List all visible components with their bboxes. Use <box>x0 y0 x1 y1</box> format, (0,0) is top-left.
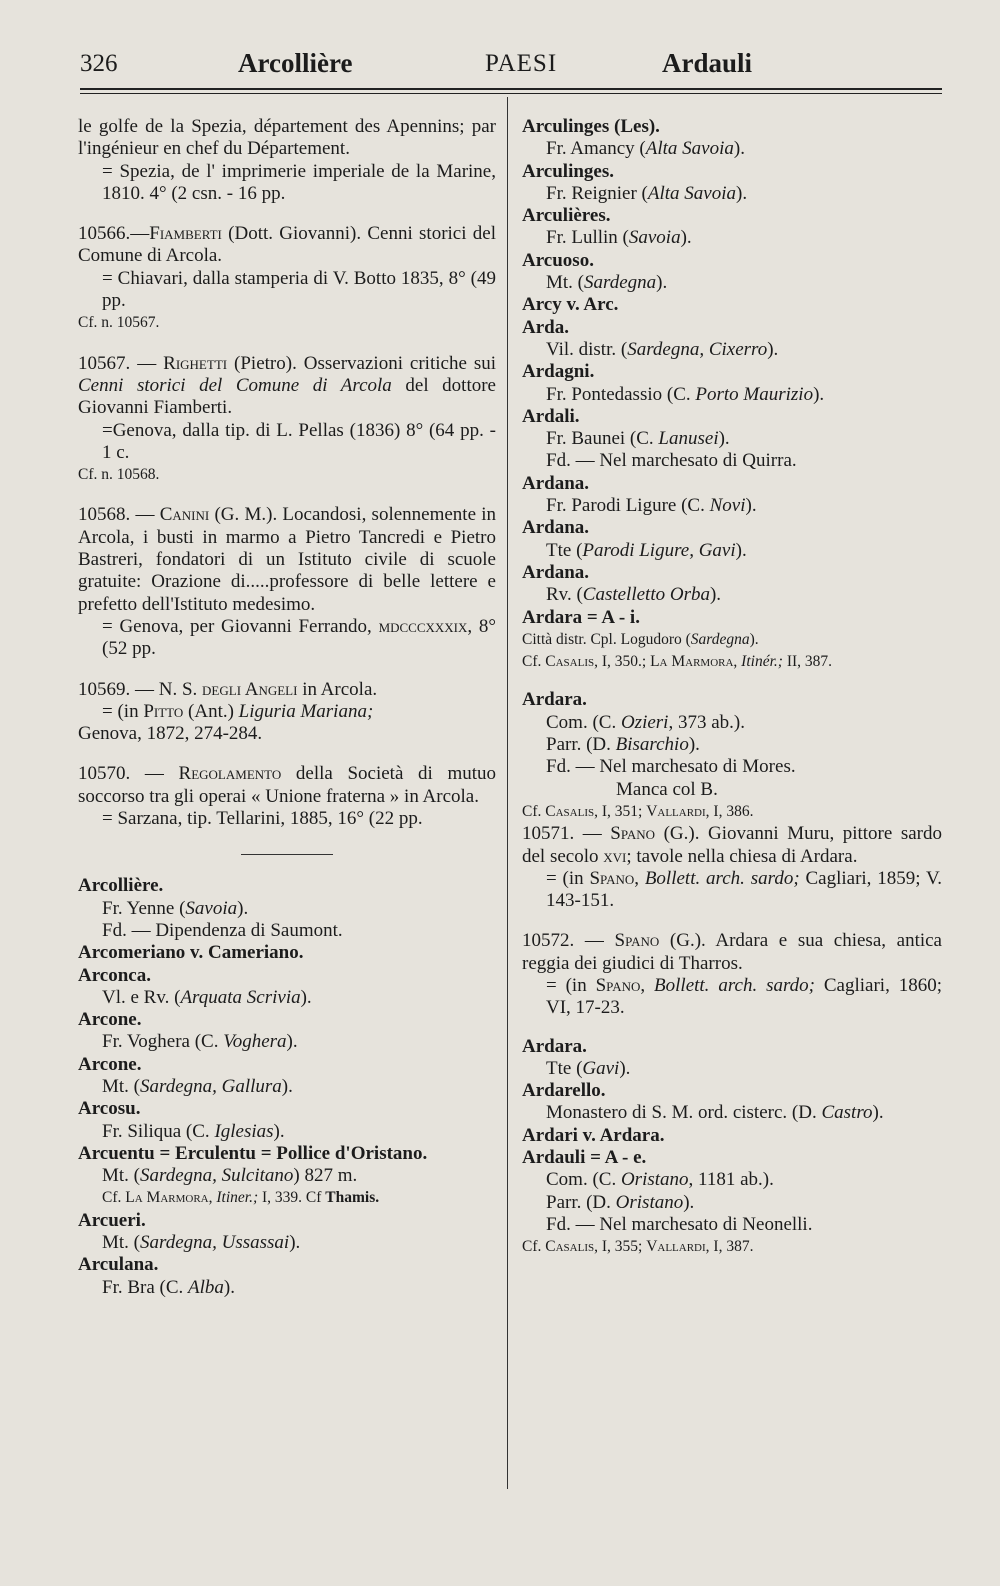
text-run: Fr. Bra (C. <box>102 1276 189 1298</box>
text-run: 10566.— <box>78 223 150 245</box>
text-line <box>522 339 942 361</box>
text-run: Sardegna <box>690 630 750 648</box>
text-run: Bisarchio <box>615 734 689 756</box>
text-line <box>522 629 942 651</box>
entry-arcone-2 <box>78 1054 496 1099</box>
text-run: Spano <box>614 930 660 952</box>
text-run: , 373 ab.). <box>668 711 745 733</box>
text-line <box>78 1232 496 1254</box>
text-run: = (in <box>546 974 596 996</box>
entry-arcuoso <box>522 250 942 295</box>
bib-entry-10567 <box>78 353 496 487</box>
text-run: Alba <box>188 1276 224 1298</box>
text-line <box>78 701 496 723</box>
right-column <box>522 116 942 1259</box>
text-run: Fr. Yenne ( <box>102 897 186 919</box>
text-line: le golfe de la Spezia, département des Apennins; par l'ingénieur en chef du Département. <box>78 116 496 160</box>
text-run: ). <box>736 182 748 204</box>
text-line: Arcuoso. <box>522 249 594 271</box>
text-run: della Società di mutuo soccorso tra gli operai « Unione fraterna » in Arcola. <box>78 763 497 807</box>
text-run: ). <box>749 630 759 648</box>
text-run: Parr. (D. <box>546 734 616 756</box>
text-line: Arcone. <box>78 1009 142 1031</box>
entry-arculinges-les <box>522 116 942 161</box>
entry-arcuentu <box>78 1143 496 1210</box>
text-run: (Dott. Giovanni). Cenni storici del Comune di Arcola. <box>78 223 496 267</box>
entry-arculana <box>78 1254 496 1299</box>
entry-ardara-3 <box>522 1036 942 1081</box>
text-run: Sardegna, Ussassai <box>140 1232 290 1254</box>
text-run: ). <box>680 227 692 249</box>
entry-ardauli <box>522 1147 942 1258</box>
text-line <box>78 1277 496 1299</box>
text-run: Casalis <box>545 1238 595 1256</box>
header-rule <box>80 88 942 90</box>
text-run: Regolamento <box>178 763 282 785</box>
text-run: Itinér.; <box>741 653 783 671</box>
text-run: = Genova, per Giovanni Ferrando, <box>102 615 379 637</box>
text-run: Sardegna, Cixerro <box>627 338 768 360</box>
text-run: 10570. — <box>78 763 179 785</box>
text-line <box>522 823 942 868</box>
text-run: Savoia <box>628 227 681 249</box>
text-line <box>522 1102 942 1124</box>
text-run: Com. (C. <box>546 711 621 733</box>
text-run: , <box>733 653 742 671</box>
text-line: Cf. n. 10567. <box>78 314 160 332</box>
text-run: del dottore Giovanni Fiamberti. <box>78 374 496 419</box>
text-line <box>78 223 496 268</box>
bib-entry-10568 <box>78 504 496 660</box>
text-line <box>522 540 942 562</box>
text-run: ). <box>683 1191 695 1213</box>
header-rule-thin <box>80 93 942 94</box>
text-run: Pitto <box>143 700 184 722</box>
entry-arcueri <box>78 1210 496 1255</box>
text-line: Arcone. <box>78 1053 142 1075</box>
text-run: 10571. — <box>522 823 611 845</box>
entry-ardali <box>522 406 942 473</box>
entry-ardana-3 <box>522 562 942 607</box>
text-run: Fr. Siliqua (C. <box>102 1120 215 1142</box>
section-divider <box>241 854 333 855</box>
entry-ardara-1 <box>522 607 942 674</box>
text-run: Casalis <box>545 653 595 671</box>
text-run: ). <box>237 897 249 919</box>
text-run: Itiner.; <box>216 1189 259 1207</box>
text-line: Ardana. <box>522 517 590 539</box>
text-run: Novi <box>709 495 746 517</box>
text-line <box>522 1236 942 1258</box>
text-run: Vil. distr. ( <box>546 338 628 360</box>
text-line: Genova, 1872, 274-284. <box>78 723 263 745</box>
text-line: Ardana. <box>522 561 590 583</box>
text-line <box>78 898 496 920</box>
text-run: Oristano <box>615 1191 684 1213</box>
text-run: (Ant.) <box>183 700 239 722</box>
text-run: ). <box>709 584 722 606</box>
text-line: Fd. — Dipendenza di Saumont. <box>102 919 343 941</box>
header-right-word: Ardauli <box>662 48 753 78</box>
text-run: Sardegna, Sulcitano <box>140 1165 294 1187</box>
text-run: Com. (C. <box>546 1169 621 1191</box>
text-line: Arconca. <box>78 964 151 986</box>
text-run: 10569. — N. S. <box>78 678 203 700</box>
text-line <box>522 801 942 823</box>
text-line: Fd. — Nel marchesato di Quirra. <box>546 450 797 472</box>
text-run: Thamis. <box>325 1189 380 1207</box>
text-line: Arcuentu = Erculentu = Pollice d'Oristano. <box>78 1142 428 1164</box>
entry-arcone-1 <box>78 1009 496 1054</box>
text-line: Arcosu. <box>78 1098 141 1120</box>
text-run: Parr. (D. <box>546 1191 616 1213</box>
text-run: , I, 350.; <box>594 653 651 671</box>
text-run: (G. M.). Locandosi, solennemente in Arcola, i busti in marmo a Pietro Tancredi e Pietro Bastreri, fondatori di un Istituto civile di scuole gratuite: Orazione di.....professore di belle lettere e prefetto dell'Istituto medesimo. <box>78 504 497 615</box>
text-run: II, 387. <box>782 653 833 671</box>
text-line <box>78 1076 496 1098</box>
text-line <box>522 428 942 450</box>
text-run: Vallardi <box>646 802 706 820</box>
entry-arculieres <box>522 205 942 250</box>
text-run: = (in <box>546 867 590 889</box>
text-line <box>78 679 496 701</box>
text-line: Fd. — Nel marchesato di Neonelli. <box>546 1213 813 1235</box>
text-run: Bollett. arch. sardo; <box>654 974 815 996</box>
text-run: Tte ( <box>546 539 583 561</box>
text-run: Fiamberti <box>149 223 222 245</box>
text-run: ; tavole nella chiesa di Ardara. <box>626 845 858 867</box>
text-run: 10572. — <box>522 930 615 952</box>
text-run: Arquata Scrivia <box>180 986 301 1008</box>
text-run: Iglesias <box>214 1120 274 1142</box>
text-line: = Spezia, de l' imprimerie imperiale de la Marine, 1810. 4° (2 csn. - 16 pp. <box>102 160 496 204</box>
text-run: in Arcola. <box>297 678 378 700</box>
text-line <box>522 868 942 913</box>
text-run: Rv. ( <box>546 584 583 606</box>
text-run: , I, 355; <box>594 1238 647 1256</box>
text-run: (Pietro). Osservazioni critiche sui <box>227 352 497 374</box>
text-run: Fr. Parodi Ligure (C. <box>546 495 710 517</box>
text-line: Arculinges. <box>522 160 615 182</box>
entry-ardari: Ardari v. Ardara. <box>522 1124 665 1146</box>
text-line: Arcueri. <box>78 1209 146 1231</box>
text-run: ). <box>813 383 825 405</box>
text-run: Cenni storici del Comune di Arcola <box>78 374 392 396</box>
text-run: ). <box>286 1031 298 1053</box>
text-run: , <box>634 867 645 889</box>
text-run: = (in <box>102 700 144 722</box>
text-run: Città distr. Cpl. Logudoro ( <box>522 630 691 648</box>
entry-arcosu <box>78 1098 496 1143</box>
bib-entry-continued <box>78 116 496 205</box>
text-line <box>78 353 496 420</box>
text-run: Fr. Pontedassio (C. <box>546 383 696 405</box>
text-run: Spano <box>589 867 635 889</box>
text-line <box>78 504 496 615</box>
text-line: Fd. — Nel marchesato di Mores. <box>546 756 796 778</box>
bib-entry-10571 <box>522 823 942 912</box>
text-line: Ardagni. <box>522 361 595 383</box>
text-run: Canini <box>159 504 210 526</box>
entry-arconca <box>78 965 496 1010</box>
entry-ardarello <box>522 1080 942 1125</box>
text-run: Monastero di S. M. ord. cisterc. (D. <box>546 1102 822 1124</box>
entry-ardana-1 <box>522 473 942 518</box>
text-line: Ardali. <box>522 405 580 427</box>
text-line: Ardana. <box>522 472 590 494</box>
text-line: Cf. n. 10568. <box>78 466 160 484</box>
text-line <box>522 1169 942 1191</box>
text-line: Ardara. <box>522 1035 587 1057</box>
text-run: , 8° (52 pp. <box>102 615 496 660</box>
entry-arcomeriano: Arcomeriano v. Cameriano. <box>78 942 304 964</box>
text-run: Mt. ( <box>102 1232 140 1254</box>
text-run: Tte ( <box>546 1057 583 1079</box>
entry-arculinges <box>522 161 942 206</box>
entry-ardana-2 <box>522 517 942 562</box>
text-run: Fr. Amancy ( <box>546 138 646 160</box>
text-run: Mt. ( <box>546 272 584 294</box>
text-run: (G.). Ardara e sua chiesa, antica reggia dei giudici di Tharros. <box>522 930 942 974</box>
text-line <box>78 1187 496 1209</box>
text-run: mdcccxxxix <box>378 615 468 637</box>
text-line <box>78 1031 496 1053</box>
text-run: , 1181 ab.). <box>688 1169 774 1191</box>
text-run: ). <box>273 1120 285 1142</box>
text-line <box>522 975 942 1020</box>
text-line <box>522 272 942 294</box>
text-line <box>522 1058 942 1080</box>
text-run: Fr. Voghera (C. <box>102 1031 224 1053</box>
text-line <box>78 987 496 1009</box>
text-run: ) 827 m. <box>293 1165 358 1187</box>
text-run: Cf. <box>522 802 546 820</box>
text-run: Righetti <box>163 352 228 374</box>
text-run: , <box>640 974 655 996</box>
text-line: Ardarello. <box>522 1080 606 1102</box>
text-run: Sardegna <box>584 272 657 294</box>
column-divider <box>507 97 508 1489</box>
text-run: La Marmora <box>125 1189 209 1207</box>
left-column <box>78 116 496 1299</box>
text-run: ). <box>735 539 747 561</box>
header-section: PAESI <box>485 50 558 77</box>
text-run: , I, 387. <box>705 1238 754 1256</box>
text-run: Porto Maurizio <box>695 383 814 405</box>
entry-ardara-2 <box>522 689 942 823</box>
text-line <box>78 763 496 808</box>
text-run: , I, 386. <box>705 802 754 820</box>
text-run: ). <box>733 138 745 160</box>
text-line: Ardara = A - i. <box>522 606 640 628</box>
text-run: ). <box>619 1057 631 1079</box>
entry-arcy: Arcy v. Arc. <box>522 294 619 316</box>
text-line: Arda. <box>522 316 569 338</box>
text-run: La Marmora <box>650 653 734 671</box>
text-run: ). <box>688 734 700 756</box>
text-run: Vallardi <box>646 1238 706 1256</box>
text-run: (G.). Giovanni Muru, pittore sardo del secolo <box>522 823 942 867</box>
text-run: Sardegna, Gallura <box>140 1075 282 1097</box>
text-run: ). <box>223 1276 235 1298</box>
text-line <box>522 138 942 160</box>
bib-entry-10569 <box>78 679 496 746</box>
text-run: xvi <box>603 845 627 867</box>
text-run: Liguria Mariana; <box>238 700 374 722</box>
text-run: , I, 351; <box>594 802 647 820</box>
text-line <box>522 734 942 756</box>
text-run: Casalis <box>545 802 595 820</box>
text-line <box>522 651 942 673</box>
text-line <box>78 616 496 661</box>
text-run: ). <box>745 495 757 517</box>
text-line <box>522 227 942 249</box>
text-run: degli Angeli <box>202 678 298 700</box>
bib-entry-10566 <box>78 223 496 334</box>
text-run: I, 339. Cf <box>258 1189 326 1207</box>
text-line <box>522 930 942 975</box>
text-run: Gavi <box>582 1057 620 1079</box>
text-line: = Sarzana, tip. Tellarini, 1885, 16° (22 pp. <box>102 808 423 830</box>
text-run: , <box>208 1189 217 1207</box>
text-line: Arculinges (Les). <box>522 116 660 137</box>
text-line <box>78 1165 496 1187</box>
text-run: Spano <box>595 974 641 996</box>
text-run: Alta Savoia <box>645 138 734 160</box>
text-run: Castro <box>821 1102 873 1124</box>
text-line <box>522 183 942 205</box>
text-run: Cf. <box>102 1189 126 1207</box>
text-run: Parodi Ligure, Gavi <box>582 539 736 561</box>
text-run: Lanusei <box>658 428 719 450</box>
text-line <box>522 495 942 517</box>
text-run: Cagliari, 1859; V. 143-151. <box>546 867 943 912</box>
text-line: =Genova, dalla tip. di L. Pellas (1836) 8° (64 pp. - 1 c. <box>102 419 496 463</box>
text-run: ). <box>281 1075 293 1097</box>
text-line: Arculières. <box>522 205 611 227</box>
text-run: ). <box>718 428 730 450</box>
text-run: Alta Savoia <box>647 182 736 204</box>
header-left-word: Arcollière <box>238 48 353 78</box>
entry-arda <box>522 317 942 362</box>
text-run: Vl. e Rv. ( <box>102 986 181 1008</box>
text-line: = Chiavari, dalla stamperia di V. Botto 1835, 8° (49 pp. <box>102 267 496 312</box>
text-line: Arcollière. <box>78 875 164 897</box>
text-run: ). <box>656 272 668 294</box>
text-run: Ozieri <box>620 711 669 733</box>
text-run: ). <box>872 1102 884 1124</box>
bib-entry-10570 <box>78 763 496 830</box>
text-run: Spano <box>610 823 656 845</box>
text-line: Ardara. <box>522 689 587 711</box>
text-line: Arculana. <box>78 1254 159 1276</box>
entry-arcolliere <box>78 875 496 942</box>
text-run: Oristano <box>620 1169 689 1191</box>
text-run: Cf. <box>522 653 546 671</box>
text-run: ). <box>300 986 312 1008</box>
text-line <box>522 712 942 734</box>
text-line: Manca col B. <box>616 778 718 800</box>
text-run: Cagliari, 1860; VI, 17-23. <box>546 974 943 1019</box>
text-run: Voghera <box>223 1031 287 1053</box>
text-run: Mt. ( <box>102 1075 140 1097</box>
text-line <box>522 584 942 606</box>
text-run: Savoia <box>185 897 238 919</box>
text-run: Fr. Baunei (C. <box>546 428 659 450</box>
text-run: 10567. — <box>78 352 164 374</box>
bib-entry-10572 <box>522 930 942 1019</box>
entry-ardagni <box>522 361 942 406</box>
text-run: Fr. Lullin ( <box>546 227 629 249</box>
text-run: ). <box>767 338 779 360</box>
text-run: Cf. <box>522 1238 546 1256</box>
running-header <box>80 48 940 88</box>
text-run: Castelletto Orba <box>582 584 710 606</box>
text-run: ). <box>289 1232 301 1254</box>
text-run: Mt. ( <box>102 1165 140 1187</box>
text-line <box>522 1192 942 1214</box>
text-run: Bollett. arch. sardo; <box>644 867 800 889</box>
text-run: 10568. — <box>78 504 160 526</box>
text-run: Fr. Reignier ( <box>546 182 648 204</box>
text-line: Ardauli = A - e. <box>522 1147 647 1169</box>
text-line <box>78 1121 496 1143</box>
text-line <box>522 384 942 406</box>
page-number: 326 <box>80 50 118 77</box>
